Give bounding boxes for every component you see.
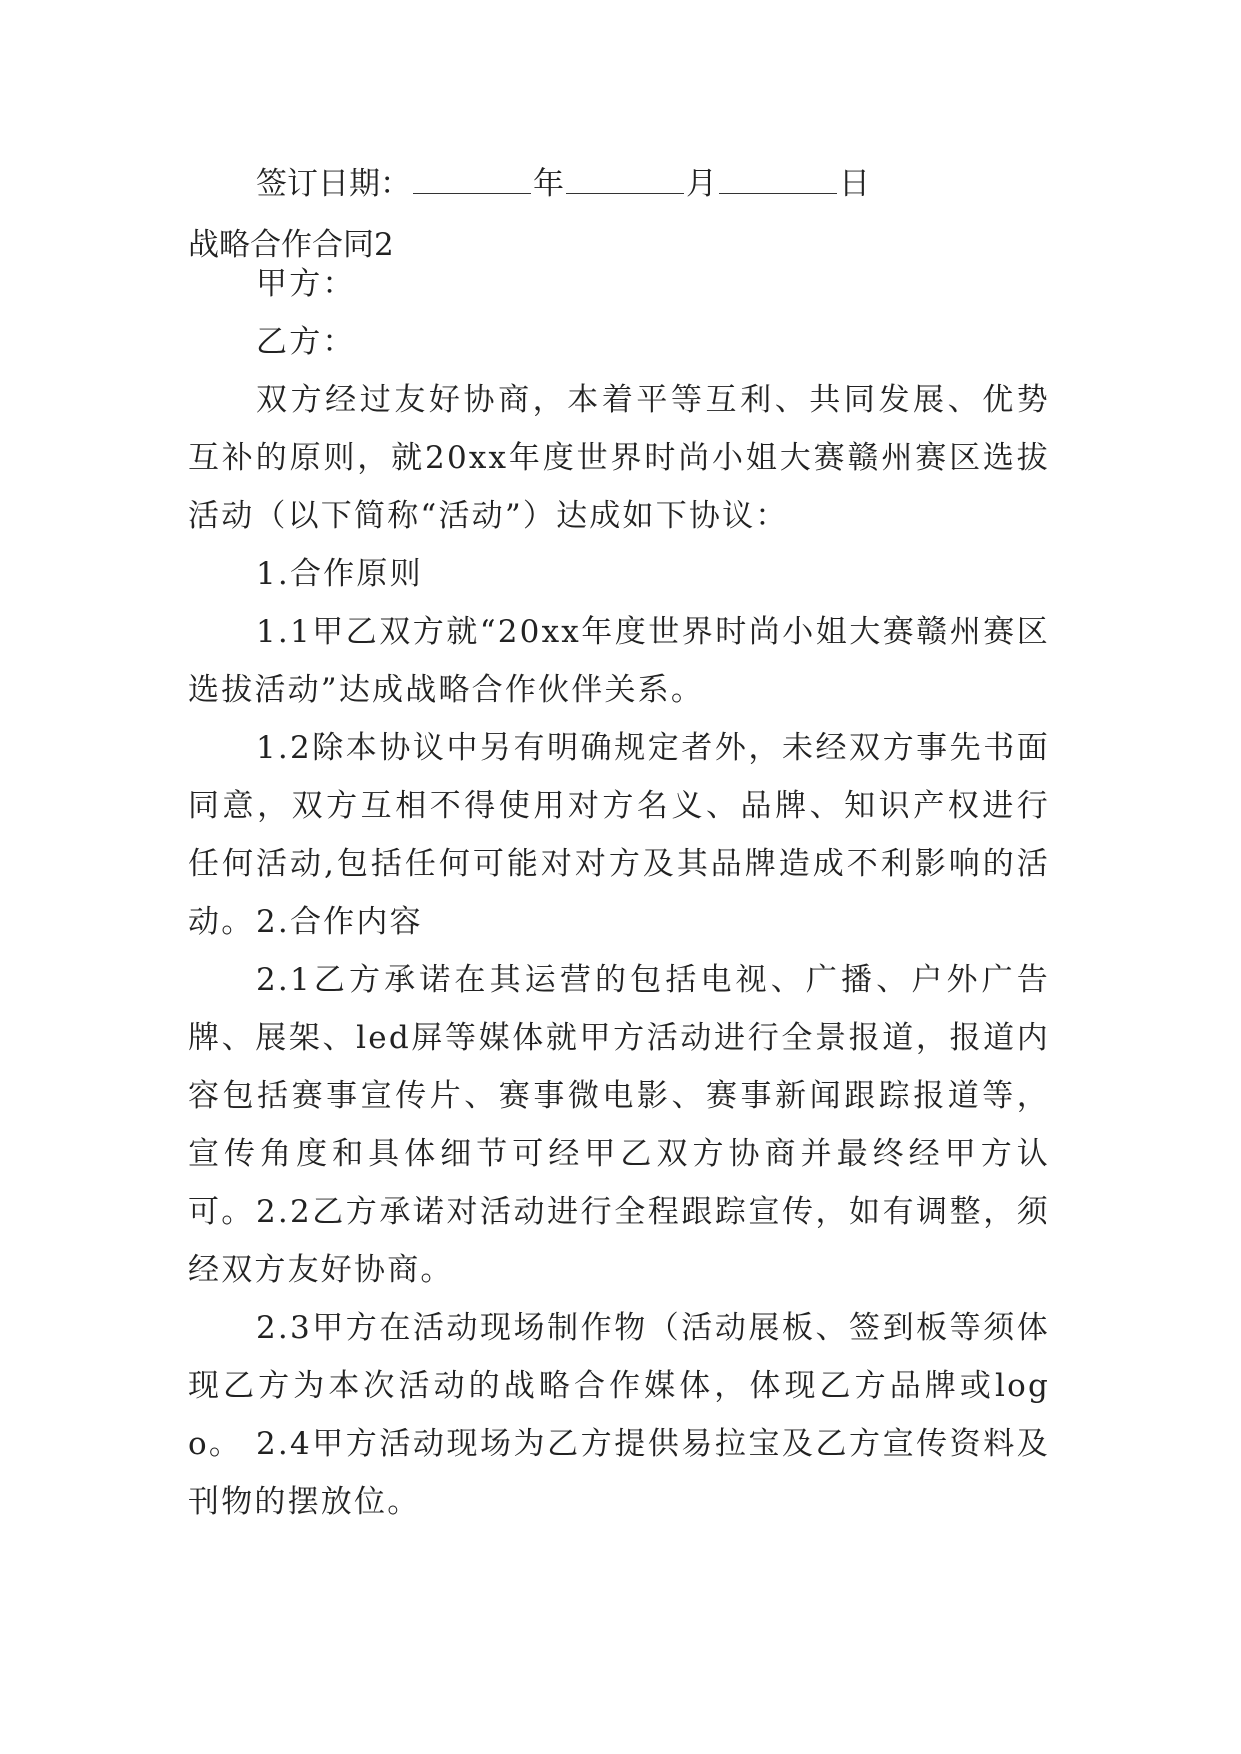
section-2-heading: 2.合作内容 bbox=[256, 904, 423, 940]
day-blank bbox=[719, 167, 837, 194]
section-1-heading: 1.合作原则 bbox=[256, 556, 423, 592]
signing-date-label: 签订日期： bbox=[256, 166, 411, 202]
clause-2-2: 2.2乙方承诺对活动进行全程跟踪宣传，如有调整，须经双方友好协商。 bbox=[188, 1194, 1050, 1288]
clause-2-3: 2.3甲方在活动现场制作物（活动展板、签到板等须体现乙方为本次活动的战略合作媒体，体现乙方品牌或logo。 bbox=[188, 1310, 1050, 1462]
year-label: 年 bbox=[533, 166, 564, 202]
signing-date-line bbox=[256, 164, 870, 204]
month-blank bbox=[566, 167, 684, 194]
clause-1-1: 1.1甲乙双方就“20xx年度世界时尚小姐大赛赣州赛区选拔活动”达成战略合作伙伴关系。 bbox=[188, 614, 1050, 708]
clause-1-2: 1.2除本协议中另有明确规定者外，未经双方事先书面同意，双方互相不得使用对方名义、品牌、知识产权进行任何活动,包括任何可能对对方及其品牌造成不利影响的活动。 bbox=[188, 730, 1050, 940]
clause-2-4: 2.4甲方活动现场为乙方提供易拉宝及乙方宣传资料及刊物的摆放位。 bbox=[188, 1426, 1050, 1520]
contract-title: 战略合作合同2 bbox=[188, 227, 394, 263]
party-a-line: 甲方： bbox=[256, 266, 356, 302]
month-label: 月 bbox=[686, 166, 717, 202]
clause-2-1: 2.1乙方承诺在其运营的包括电视、广播、户外广告牌、展架、led屏等媒体就甲方活动进行全景报道，报道内容包括赛事宣传片、赛事微电影、赛事新闻跟踪报道等，宣传角度和具体细节可经甲乙双方协商并最终经甲方认可。 bbox=[188, 962, 1050, 1230]
party-b-line: 乙方： bbox=[256, 324, 356, 360]
day-label: 日 bbox=[839, 166, 870, 202]
year-blank bbox=[413, 167, 531, 194]
preamble-paragraph: 双方经过友好协商，本着平等互利、共同发展、优势互补的原则，就20xx年度世界时尚小姐大赛赣州赛区选拔活动（以下简称“活动”）达成如下协议： bbox=[188, 382, 1050, 534]
